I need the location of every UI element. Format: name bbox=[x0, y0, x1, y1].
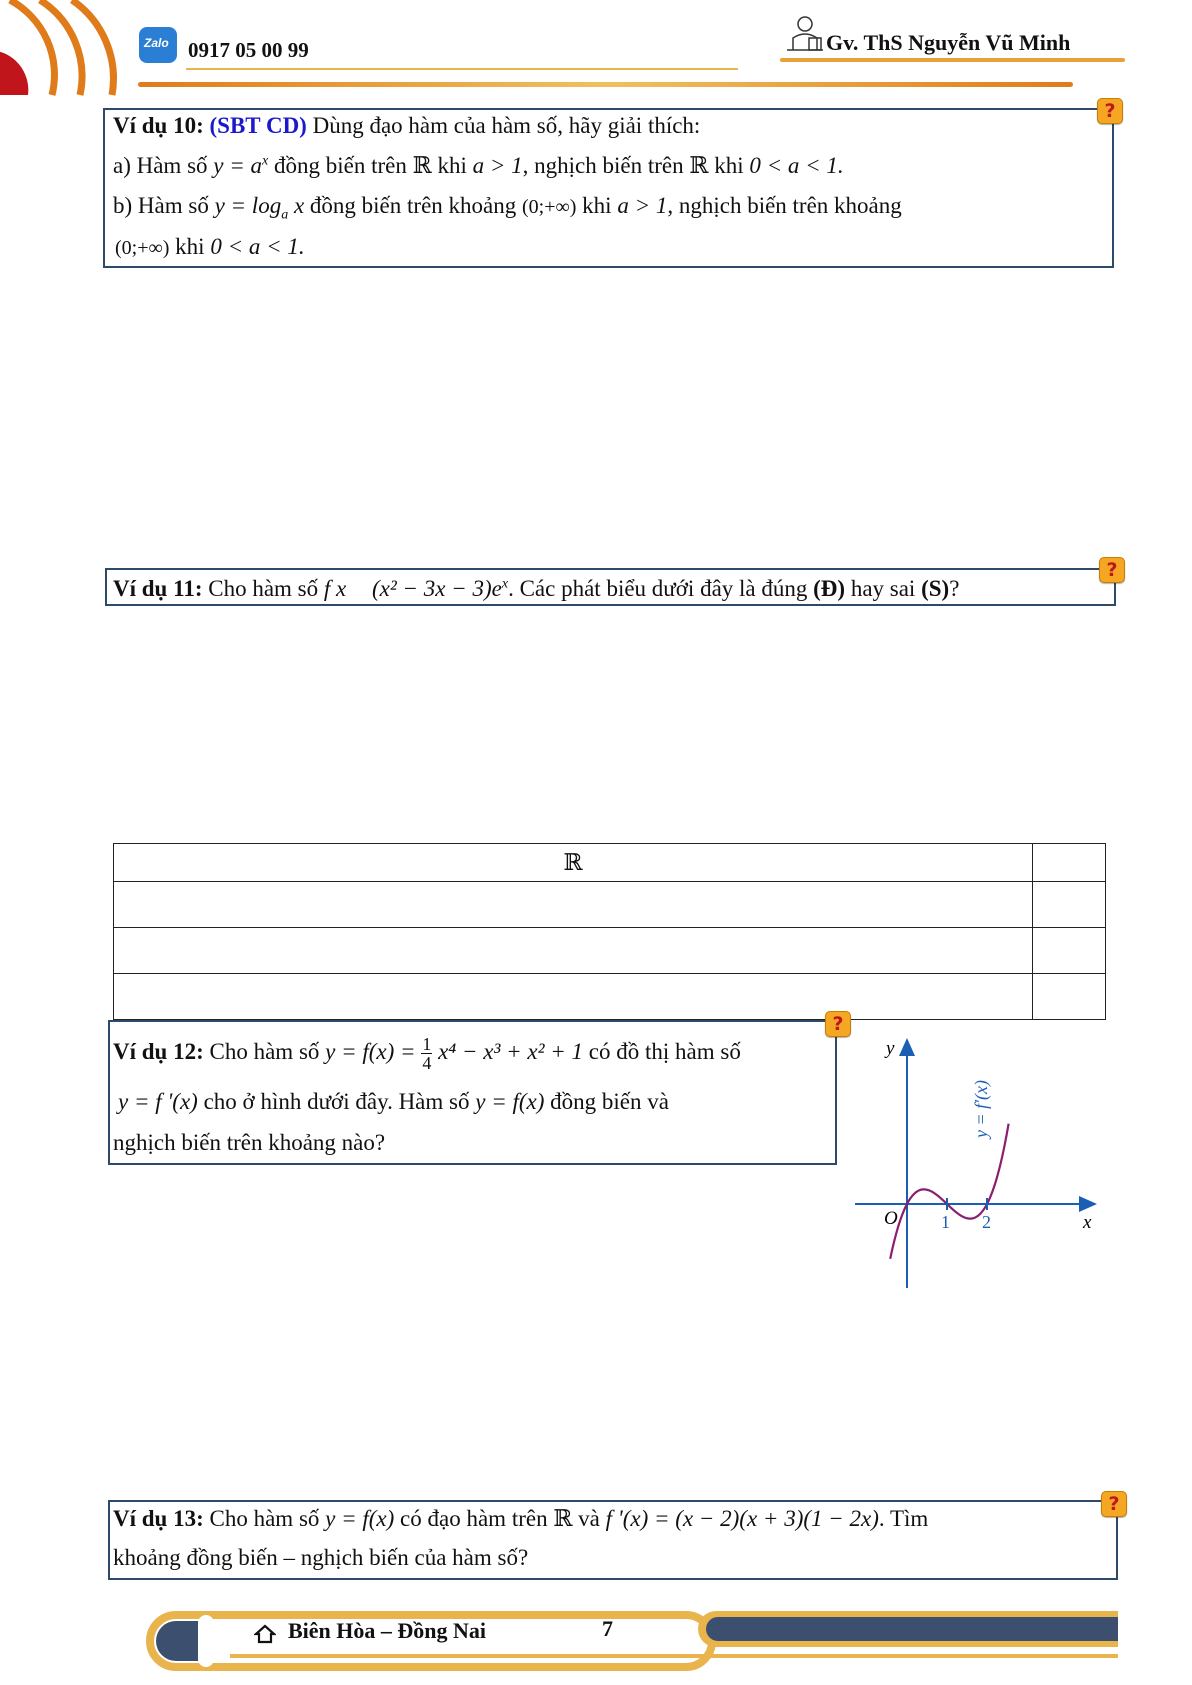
footer-right-bar bbox=[706, 1617, 1118, 1641]
x-axis-label: x bbox=[1083, 1212, 1092, 1233]
table-header-cell: ℝ bbox=[114, 844, 1033, 882]
table-cell[interactable] bbox=[1033, 928, 1106, 974]
tick-label-1: 1 bbox=[941, 1212, 950, 1232]
footer-location: Biên Hòa – Đồng Nai bbox=[288, 1618, 487, 1643]
example-11-text: Ví dụ 11: Cho hàm số f x $(x^2 - 3x - 3)e^x$. Các phát biểu dưới đây là đúng (Đ) hay sai (S)? bbox=[113, 576, 960, 601]
example-13-line-1: Ví dụ 13: Cho hàm số y = f(x) có đạo hàm trên ℝ và f '(x) = (x − 2)(x + 3)(1 − 2x). Tìm bbox=[113, 1506, 929, 1531]
table-cell[interactable] bbox=[114, 882, 1033, 928]
example-12-line-3: nghịch biến trên khoảng nào? bbox=[113, 1130, 386, 1155]
footer-baseline bbox=[230, 1654, 1118, 1658]
tick-label-2: 2 bbox=[982, 1212, 991, 1232]
home-icon bbox=[254, 1623, 276, 1650]
table-cell[interactable] bbox=[114, 928, 1033, 974]
table-cell[interactable] bbox=[1033, 974, 1106, 1020]
origin-label: O bbox=[884, 1208, 898, 1229]
footer-left-notch bbox=[198, 1615, 214, 1667]
table-cell[interactable] bbox=[1033, 844, 1106, 882]
answer-table bbox=[113, 843, 1106, 1020]
help-icon[interactable]: ? bbox=[1101, 1491, 1127, 1517]
phone-number: 0917 05 00 99 bbox=[188, 38, 309, 62]
example-10-part-a: a) Hàm số $y = a^x$ đồng biến trên ℝ khi a > 1, nghịch biến trên ℝ khi 0 < a < 1. bbox=[113, 153, 844, 178]
teacher-icon bbox=[785, 14, 825, 54]
header-underline-right bbox=[780, 58, 1125, 62]
corner-decoration bbox=[0, 0, 140, 100]
example-12-line-2: y = f '(x) cho ở hình dưới đây. Hàm số y = f(x) đồng biến và bbox=[118, 1089, 669, 1114]
header-divider bbox=[138, 82, 1073, 87]
teacher-name: Gv. ThS Nguyễn Vũ Minh bbox=[826, 30, 1071, 55]
y-axis-label: y bbox=[886, 1038, 895, 1059]
page-number: 7 bbox=[602, 1616, 613, 1641]
curve-label: y = f'(x) bbox=[971, 1080, 991, 1138]
example-12-line-1: Ví dụ 12: Cho hàm số y = f(x) = $\frac{1}{4}$ x⁴ − x³ + x² + 1 có đồ thị hàm số bbox=[113, 1034, 741, 1073]
help-icon[interactable]: ? bbox=[1099, 557, 1125, 583]
help-icon[interactable]: ? bbox=[825, 1011, 851, 1037]
example-13-line-2: khoảng đồng biến – nghịch biến của hàm số? bbox=[113, 1545, 529, 1570]
example-10-part-b: b) Hàm số $y = \log_a x$ đồng biến trên khoảng (0;+∞) khi a > 1, nghịch biến trên khoảng bbox=[113, 193, 902, 223]
example-10-title: Ví dụ 10: (SBT CD) Dùng đạo hàm của hàm số, hãy giải thích: bbox=[113, 113, 701, 138]
zalo-icon: Zalo bbox=[139, 27, 177, 63]
example-10-part-b-cont: (0;+∞) khi 0 < a < 1. bbox=[115, 234, 305, 259]
derivative-graph bbox=[850, 1030, 1110, 1295]
help-icon[interactable]: ? bbox=[1097, 98, 1123, 124]
table-cell[interactable] bbox=[114, 974, 1033, 1020]
table-cell[interactable] bbox=[1033, 882, 1106, 928]
header-underline-left bbox=[186, 68, 738, 70]
